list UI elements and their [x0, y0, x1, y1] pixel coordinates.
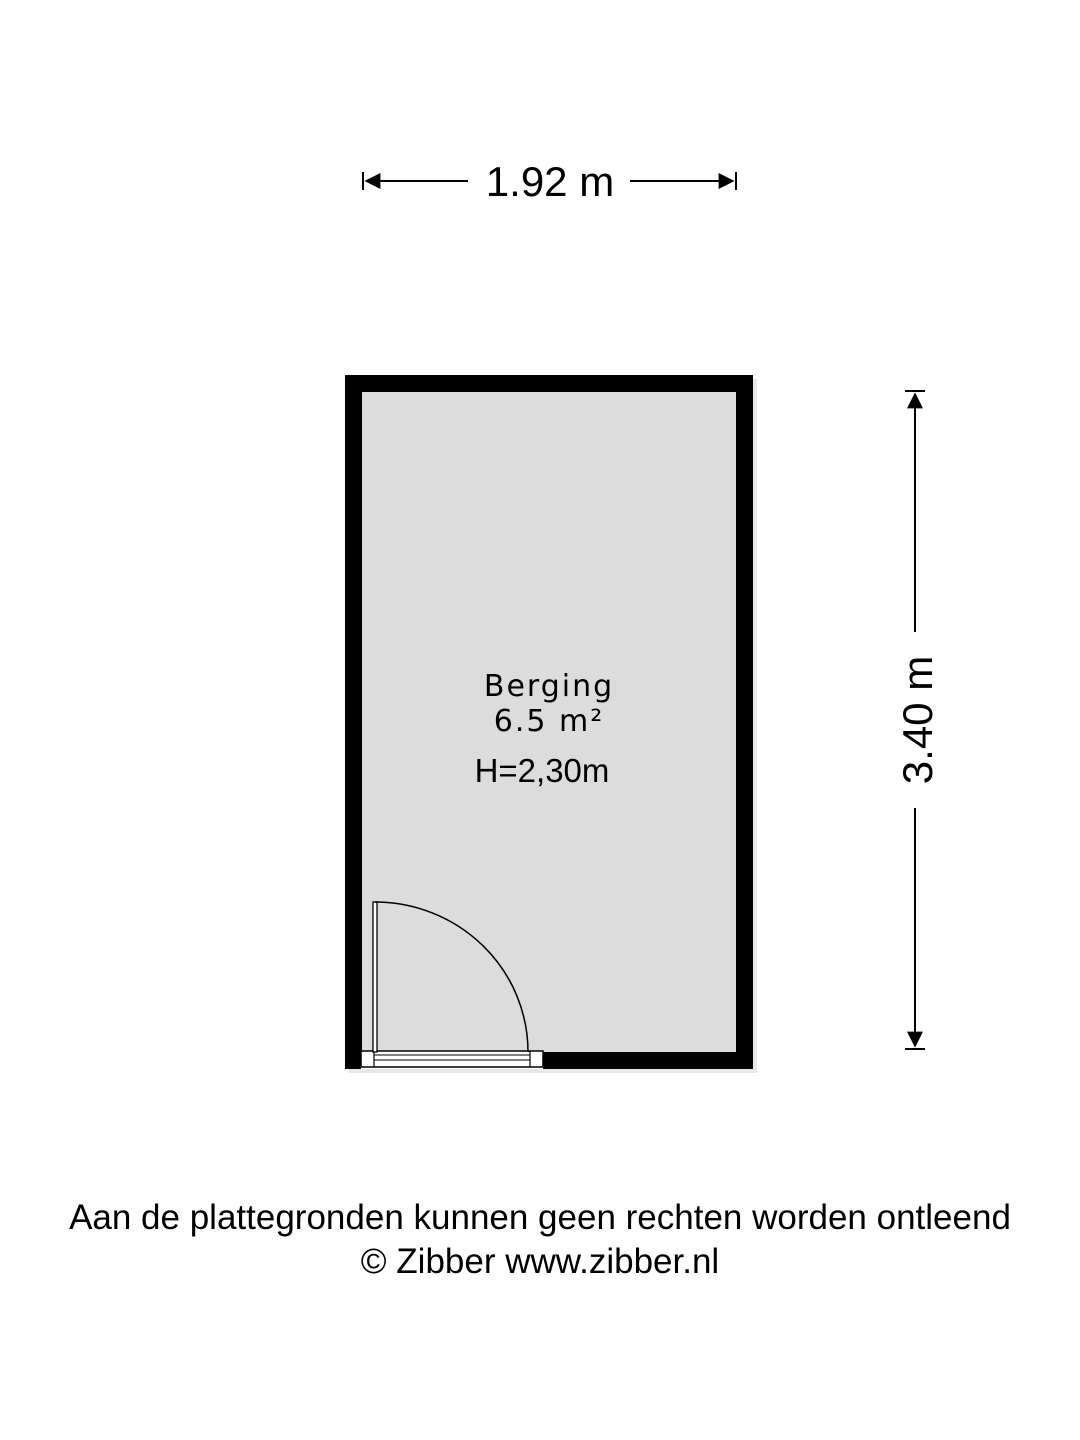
copyright-text: © Zibber www.zibber.nl	[360, 1242, 720, 1281]
depth-dimension	[894, 391, 941, 1049]
depth-label: 3.40 m	[894, 655, 941, 785]
room-area: 6.5 m²	[493, 704, 605, 739]
room-berging	[345, 375, 757, 1073]
disclaimer-text: Aan de plattegronden kunnen geen rechten worden ontleend	[69, 1198, 1011, 1237]
room-height: H=2,30m	[474, 752, 610, 789]
width-label: 1.92 m	[485, 158, 615, 205]
room-name: Berging	[483, 669, 615, 704]
width-dimension	[363, 158, 736, 205]
